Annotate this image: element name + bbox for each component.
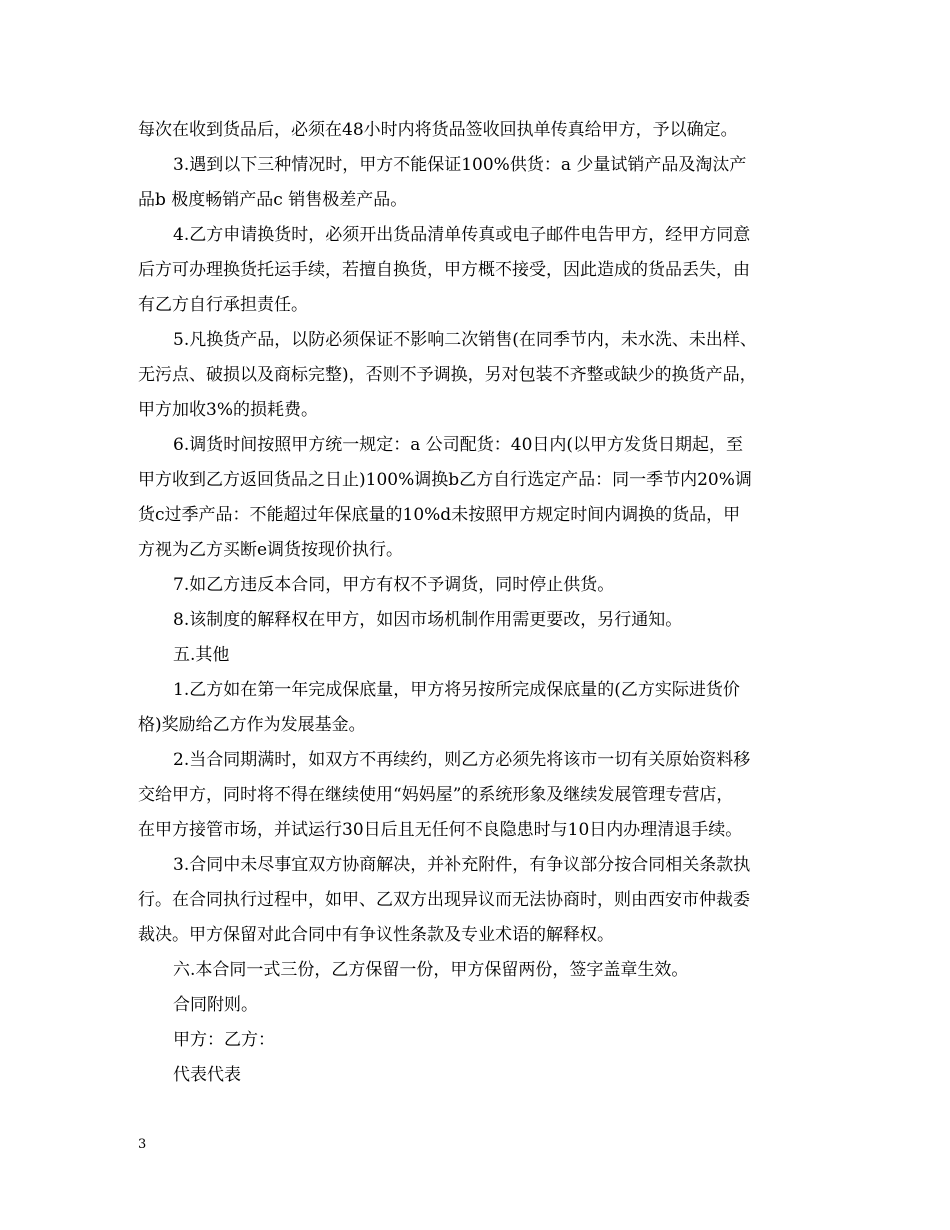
text-line: 六.本合同一式三份，乙方保留一份，甲方保留两份，签字盖章生效。 [173, 960, 689, 980]
text-line: 无污点、破损以及商标完整)，否则不予调换，另对包装不齐整或缺少的换货产品， [138, 365, 757, 385]
text-line: 7.如乙方违反本合同，甲方有权不予调货，同时停止供货。 [173, 575, 615, 595]
page-number: 3 [138, 1137, 147, 1152]
text-line: 6.调货时间按照甲方统一规定：a 公司配货：40日内(以甲方发货日期起，至 [173, 435, 744, 455]
text-line: 裁决。甲方保留对此合同中有争议性条款及专业术语的解释权。 [138, 925, 614, 945]
text-line: 每次在收到货品后，必须在48小时内将货品签收回执单传真给甲方，予以确定。 [138, 120, 738, 140]
text-line: 在甲方接管市场，并试运行30日后且无任何不良隐患时与10日内办理清退手续。 [138, 820, 743, 840]
text-line: 方视为乙方买断e调货按现价执行。 [138, 540, 404, 560]
text-line: 2.当合同期满时，如双方不再续约，则乙方必须先将该市一切有关原始资料移 [173, 750, 751, 770]
text-line: 5.凡换货产品，以防必须保证不影响二次销售(在同季节内，未水洗、未出样、 [173, 330, 757, 350]
signature-party-line: 甲方：乙方： [173, 1030, 275, 1050]
text-line: 格)奖励给乙方作为发展基金。 [138, 715, 366, 735]
text-line: 3.遇到以下三种情况时，甲方不能保证100%供货：a 少量试销产品及淘汰产 [173, 155, 747, 175]
signature-representative-line: 代表代表 [173, 1065, 241, 1085]
text-line: 品b 极度畅销产品c 销售极差产品。 [138, 190, 408, 210]
text-line: 后方可办理换货托运手续，若擅自换货，甲方概不接受，因此造成的货品丢失，由 [138, 260, 750, 280]
text-line: 3.合同中未尽事宜双方协商解决，并补充附件，有争议部分按合同相关条款执 [173, 855, 751, 875]
text-line: 合同附则。 [173, 995, 258, 1015]
text-line: 8.该制度的解释权在甲方，如因市场机制作用需更要改，另行通知。 [173, 610, 683, 630]
text-line: 4.乙方申请换货时，必须开出货品清单传真或电子邮件电告甲方，经甲方同意 [173, 225, 751, 245]
text-line: 交给甲方，同时将不得在继续使用“妈妈屋”的系统形象及继续发展管理专营店， [138, 785, 734, 805]
section-heading: 五.其他 [173, 645, 230, 665]
text-line: 甲方收到乙方返回货品之日止)100%调换b乙方自行选定产品：同一季节内20%调 [138, 470, 752, 490]
text-line: 货c过季产品：不能超过年保底量的10%d未按照甲方规定时间内调换的货品，甲 [138, 505, 741, 525]
text-line: 行。在合同执行过程中，如甲、乙双方出现异议而无法协商时，则由西安市仲裁委 [138, 890, 750, 910]
text-line: 1.乙方如在第一年完成保底量，甲方将另按所完成保底量的(乙方实际进货价 [173, 680, 740, 700]
text-line: 有乙方自行承担责任。 [138, 295, 308, 315]
text-line: 甲方加收3%的损耗费。 [138, 400, 318, 420]
